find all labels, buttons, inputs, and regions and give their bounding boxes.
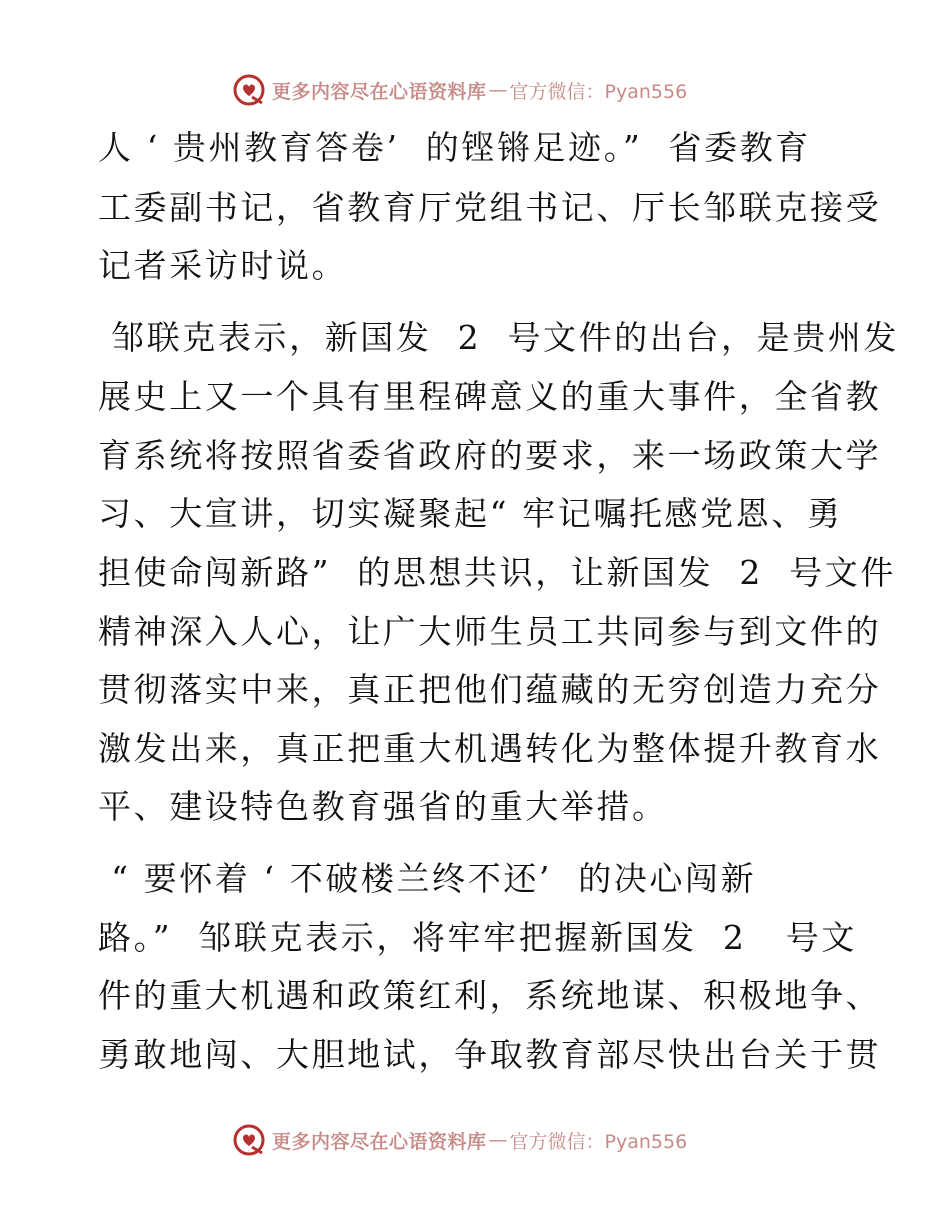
text-line: 工委副书记，省教育厅党组书记、厅长邹联克接受: [98, 188, 882, 227]
text-line: 激发出来，真正把重大机遇转化为整体提升教育水: [98, 729, 882, 768]
text-line: 展史上又一个具有里程碑意义的重大事件，全省教: [98, 377, 882, 416]
text-line: 育系统将按照省委省政府的要求，来一场政策大学: [98, 436, 882, 475]
watermark-separator: —: [488, 79, 508, 101]
text-line: 记者采访时说。: [98, 246, 348, 285]
text-line: 勇敢地闯、大胆地试，争取教育部尽快出台关于贯: [98, 1035, 882, 1074]
text-line: “ 要怀着 ‘ 不破楼兰终不还’ 的决心闯新: [98, 859, 757, 898]
watermark-wechat: 官方微信：Pyan556: [509, 1130, 688, 1153]
header-watermark-banner: [232, 72, 687, 108]
text-line: 贯彻落实中来，真正把他们蕴藏的无穷创造力充分: [98, 670, 882, 709]
text-line: 精神深入人心，让广大师生员工共同参与到文件的: [98, 612, 882, 651]
text-line: 人 ‘ 贵州教育答卷’ 的铿锵足迹。” 省委教育: [98, 128, 811, 167]
heart-pen-logo-icon: [232, 73, 266, 107]
text-line: 担使命闯新路” 的思想共识，让新国发 2 号文件: [98, 553, 897, 592]
text-line: 平、建设特色教育强省的重大举措。: [98, 787, 668, 826]
text-line: 件的重大机遇和政策红利，系统地谋、积极地争、: [98, 976, 882, 1015]
watermark-text: 更多内容尽在心语资料库: [272, 1130, 487, 1153]
heart-pen-logo-icon: [232, 1123, 266, 1157]
watermark-wechat: 官方微信：Pyan556: [509, 80, 688, 103]
watermark-separator: —: [488, 1129, 508, 1151]
text-line: 路。” 邹联克表示，将牢牢把握新国发 2 号文: [98, 918, 857, 957]
text-line: 邹联克表示，新国发 2 号文件的出台，是贵州发: [98, 318, 900, 357]
text-line: 习、大宣讲，切实凝聚起“ 牢记嘱托感党恩、勇: [98, 494, 843, 533]
watermark-text: 更多内容尽在心语资料库: [272, 80, 487, 103]
footer-watermark-banner: [232, 1122, 687, 1158]
